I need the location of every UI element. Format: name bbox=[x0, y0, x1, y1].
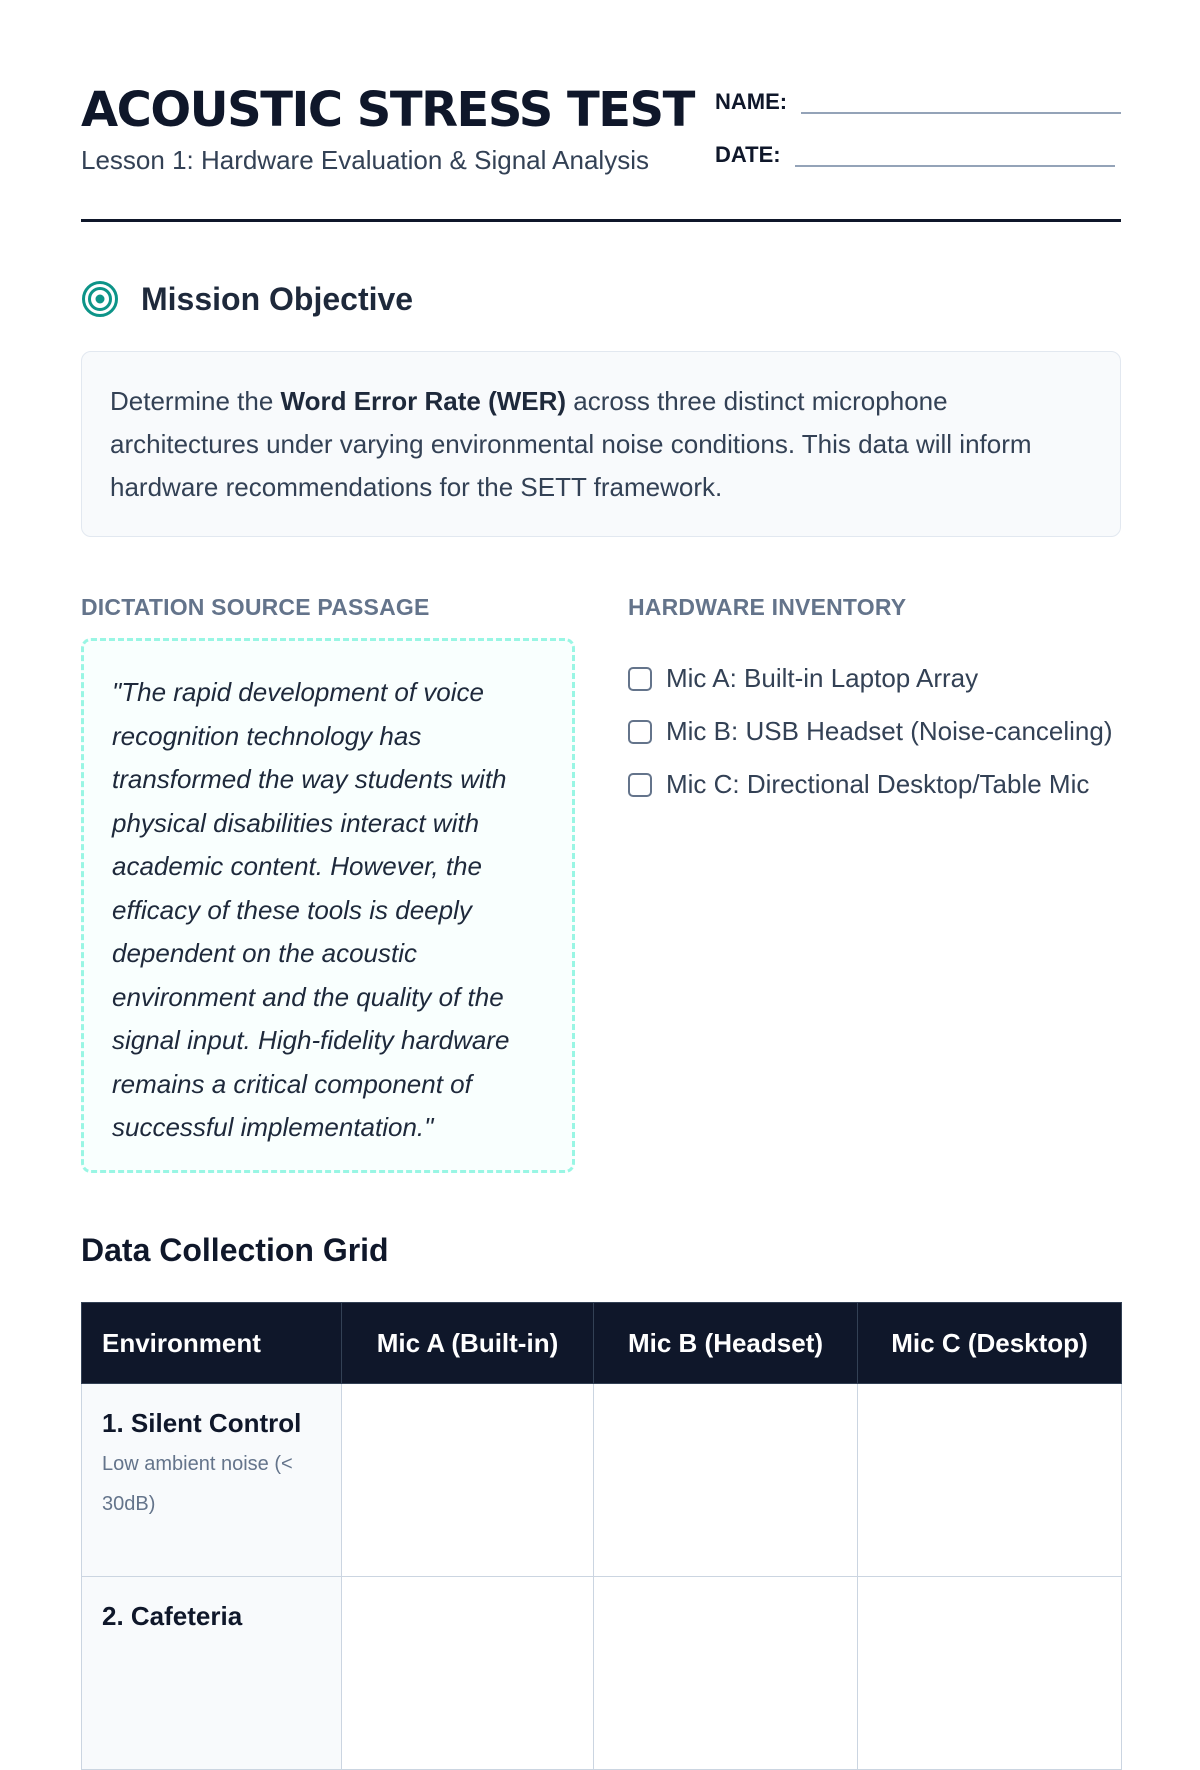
page-title: ACOUSTIC STRESS TEST bbox=[81, 82, 694, 138]
page-subtitle: Lesson 1: Hardware Evaluation & Signal Analysis bbox=[81, 145, 649, 175]
date-field[interactable] bbox=[715, 141, 1115, 169]
name-line[interactable] bbox=[801, 112, 1121, 114]
mission-heading bbox=[81, 280, 413, 318]
date-line[interactable] bbox=[795, 165, 1115, 167]
mic-c-cell[interactable] bbox=[858, 1577, 1122, 1770]
mic-a-cell[interactable] bbox=[342, 1384, 594, 1577]
data-collection-grid bbox=[81, 1302, 1122, 1770]
target-icon bbox=[81, 280, 119, 318]
name-label: NAME: bbox=[715, 89, 788, 114]
name-field[interactable] bbox=[715, 88, 1121, 116]
header bbox=[81, 82, 1121, 222]
mic-a-cell[interactable] bbox=[342, 1577, 594, 1770]
column-header-mic-a: Mic A (Built-in) bbox=[342, 1303, 594, 1384]
mission-box bbox=[81, 351, 1121, 537]
inventory-item-mic-b[interactable] bbox=[628, 705, 1128, 758]
environment-name: 2. Cafeteria bbox=[102, 1601, 243, 1631]
mission-text-after: across three distinct microphone architectures under varying environmental noise conditions. This data will inform hardware recommendations for the SETT framework. bbox=[110, 386, 1032, 502]
source-label: DICTATION SOURCE PASSAGE bbox=[81, 594, 430, 620]
mission-text-before: Determine the bbox=[110, 386, 281, 416]
mic-b-cell[interactable] bbox=[594, 1384, 858, 1577]
environment-cell bbox=[82, 1384, 342, 1577]
column-header-mic-b: Mic B (Headset) bbox=[594, 1303, 858, 1384]
inventory-list bbox=[628, 652, 1128, 811]
mission-text-bold: Word Error Rate (WER) bbox=[280, 386, 567, 416]
environment-cell bbox=[82, 1577, 342, 1770]
mic-b-cell[interactable] bbox=[594, 1577, 858, 1770]
inventory-item-label: Mic C: Directional Desktop/Table Mic bbox=[666, 769, 1090, 799]
mission-title: Mission Objective bbox=[141, 280, 414, 317]
inventory-item-mic-c[interactable] bbox=[628, 758, 1128, 811]
column-header-environment: Environment bbox=[82, 1303, 342, 1384]
table-row bbox=[82, 1577, 1122, 1770]
mic-b-checkbox[interactable] bbox=[628, 720, 652, 744]
column-header-mic-c: Mic C (Desktop) bbox=[858, 1303, 1122, 1384]
header-divider bbox=[81, 219, 1121, 222]
date-label: DATE: bbox=[715, 142, 781, 167]
grid-title: Data Collection Grid bbox=[81, 1232, 389, 1268]
mic-a-checkbox[interactable] bbox=[628, 667, 652, 691]
mic-c-checkbox[interactable] bbox=[628, 773, 652, 797]
environment-name: 1. Silent Control bbox=[102, 1408, 302, 1438]
inventory-label: HARDWARE INVENTORY bbox=[628, 594, 907, 620]
grid-header-row bbox=[82, 1303, 1122, 1384]
environment-desc: Low ambient noise (< 30dB) bbox=[102, 1453, 293, 1515]
inventory-item-label: Mic B: USB Headset (Noise-canceling) bbox=[666, 716, 1113, 746]
mic-c-cell[interactable] bbox=[858, 1384, 1122, 1577]
inventory-item-label: Mic A: Built-in Laptop Array bbox=[666, 663, 979, 693]
source-passage: "The rapid development of voice recognition technology has transformed the way students with physical disabilities interact with academic content. However, the efficacy of these tools is deeply dependent on the acoustic environment and the quality of the signal input. High-fidelity hardware remains a critical component of successful implementation." bbox=[81, 638, 575, 1173]
table-row bbox=[82, 1384, 1122, 1577]
inventory-item-mic-a[interactable] bbox=[628, 652, 1128, 705]
